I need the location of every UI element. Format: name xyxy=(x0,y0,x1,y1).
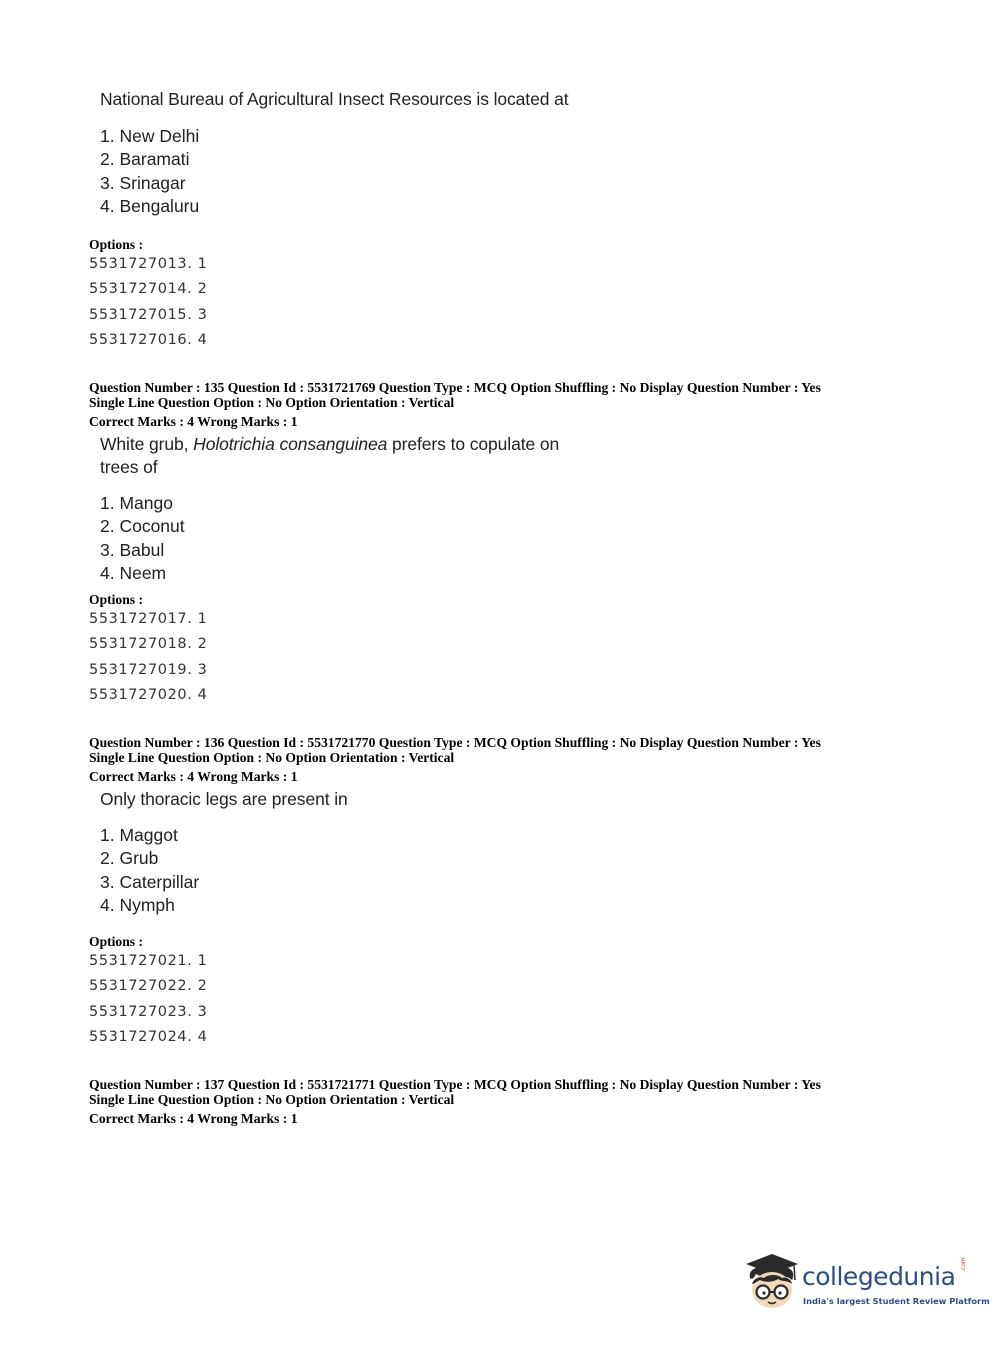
choice-item: 1. Mango xyxy=(100,493,173,513)
option-id: 5531727014. 2 xyxy=(89,281,208,298)
option-id: 5531727018. 2 xyxy=(89,636,208,653)
option-id: 5531727016. 4 xyxy=(89,331,208,348)
option-id: 5531727021. 1 xyxy=(89,953,208,969)
logo-tagline: India's largest Student Review Platform xyxy=(803,1296,990,1306)
question-meta-line: Single Line Question Option : No Option Orientation : Vertical xyxy=(89,1091,455,1107)
option-id: 5531727017. 1 xyxy=(89,611,208,627)
question-134-option-ids xyxy=(89,252,208,353)
question-135-choices xyxy=(100,492,185,585)
option-id: 5531727013. 1 xyxy=(89,256,208,272)
question-136-stem: Only thoracic legs are present in xyxy=(100,789,348,809)
choice-item: 2. Coconut xyxy=(100,516,185,537)
choice-item: 2. Baramati xyxy=(100,149,190,170)
student-mascot-icon xyxy=(742,1250,802,1316)
options-label: Options : xyxy=(89,237,144,252)
options-label: Options : xyxy=(89,592,144,607)
question-136-option-ids xyxy=(89,949,208,1050)
choice-item: 3. Babul xyxy=(100,539,165,560)
choice-item: 3. Srinagar xyxy=(100,172,186,193)
option-id: 5531727015. 3 xyxy=(89,306,208,323)
question-meta-line: Question Number : 135 Question Id : 5531721769 Question Type : MCQ Option Shuffling : No Display Question Number : Yes xyxy=(89,380,821,395)
question-marks: Correct Marks : 4 Wrong Marks : 1 xyxy=(89,769,298,784)
option-id: 5531727024. 4 xyxy=(89,1028,208,1045)
choice-item: 1. New Delhi xyxy=(100,126,200,146)
question-135-meta xyxy=(89,381,909,430)
option-id: 5531727022. 2 xyxy=(89,978,208,995)
choice-item: 3. Caterpillar xyxy=(100,871,200,892)
option-id: 5531727023. 3 xyxy=(89,1003,208,1020)
question-134-stem: National Bureau of Agricultural Insect Resources is located at xyxy=(100,89,569,109)
logo-domain-suffix: .com xyxy=(960,1257,967,1272)
choice-item: 2. Grub xyxy=(100,848,159,869)
question-marks: Correct Marks : 4 Wrong Marks : 1 xyxy=(89,414,298,429)
question-134-choices xyxy=(100,125,199,218)
question-135-stem: White grub, Holotrichia consanguinea prefers to copulate on trees of xyxy=(100,434,560,477)
choice-item: 4. Nymph xyxy=(100,894,175,915)
options-label: Options : xyxy=(89,934,144,949)
question-137-meta xyxy=(89,1078,909,1127)
question-meta-line: Question Number : 137 Question Id : 5531721771 Question Type : MCQ Option Shuffling : No Display Question Number : Yes xyxy=(89,1077,821,1092)
choice-item: 1. Maggot xyxy=(100,825,178,845)
question-135-option-ids xyxy=(89,607,208,708)
question-meta-line: Single Line Question Option : No Option Orientation : Vertical xyxy=(89,394,455,410)
option-id: 5531727019. 3 xyxy=(89,661,208,678)
option-id: 5531727020. 4 xyxy=(89,686,208,703)
question-meta-line: Single Line Question Option : No Option Orientation : Vertical xyxy=(89,749,455,765)
question-136-meta xyxy=(89,736,909,785)
collegedunia-logo xyxy=(742,1250,990,1320)
question-meta-line: Question Number : 136 Question Id : 5531721770 Question Type : MCQ Option Shuffling : No Display Question Number : Yes xyxy=(89,735,821,750)
logo-brand-text: collegedunia xyxy=(802,1262,956,1291)
question-136-choices xyxy=(100,824,199,917)
choice-item: 4. Neem xyxy=(100,562,167,583)
choice-item: 4. Bengaluru xyxy=(100,195,200,216)
question-marks: Correct Marks : 4 Wrong Marks : 1 xyxy=(89,1111,298,1126)
